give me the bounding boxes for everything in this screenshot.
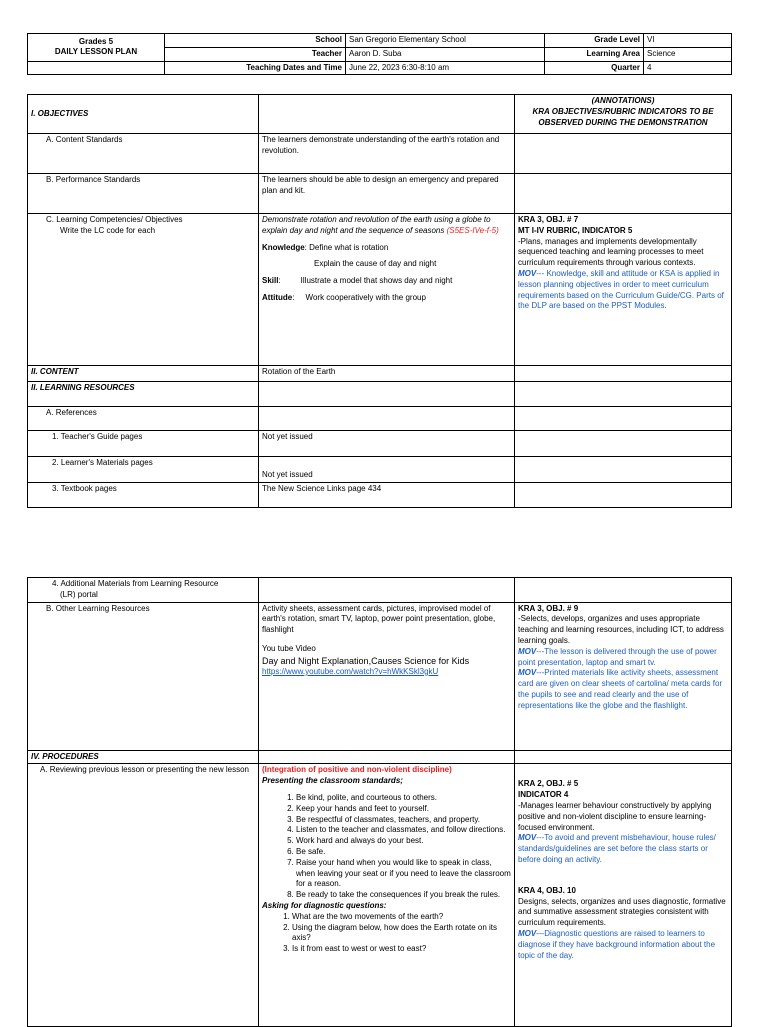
plan-label: DAILY LESSON PLAN — [54, 47, 138, 57]
video-link[interactable]: https://www.youtube.com/watch?v=hWkKSkl3gkU — [262, 666, 439, 676]
kra4-obj10-mov: —Diagnostic questions are raised to learners to diagnose if they have background information about the topic of the day. — [518, 928, 716, 960]
mov-label: MOV — [518, 268, 537, 278]
kra3-obj9-mov-2: ---Printed materials like activity sheets, assessment card are given on clear sheets of cartolina/ meta cards for the pupils to see and read clearly and the use of representations like the globe and the flashlight. — [518, 668, 723, 710]
empty-cell — [259, 407, 515, 431]
empty-cell — [259, 750, 515, 764]
skill-value: : Illustrate a model that shows day and night — [278, 276, 453, 286]
kra3-obj7-mov: --- Knowledge, skill and attitude or KSA is applied in lesson planning objectives in order to meet curriculum requirements based on the Curriculum Guide/CG. Parts of the DLP are based on the PPST Modules. — [518, 268, 724, 311]
dates-label: Teaching Dates and Time — [165, 61, 346, 75]
empty-cell — [515, 382, 732, 407]
standard-item: 4. Listen to the teacher and classmates, and follow directions. — [296, 825, 511, 836]
annotations-heading — [515, 95, 732, 134]
learning-area-label: Learning Area — [545, 47, 644, 61]
quarter-value: 4 — [644, 61, 732, 75]
competency-code: (S5ES-IVe-f-5) — [446, 225, 499, 235]
learners-materials-label: 2. Learner's Materials pages — [28, 457, 259, 483]
standard-item: 8. Be ready to take the consequences if you break the rules. — [296, 890, 511, 901]
content-standards-value: The learners demonstrate understanding of the earth's rotation and revolution. — [259, 134, 515, 174]
empty-cell — [515, 407, 732, 431]
additional-materials-label — [28, 578, 259, 603]
quarter-label: Quarter — [545, 61, 644, 75]
standard-item: 6. Be safe. — [296, 847, 511, 858]
video-title: Day and Night Explanation,Causes Science for Kids — [262, 655, 470, 666]
attitude-value: : Work cooperatively with the group — [292, 292, 426, 302]
competencies-label — [28, 214, 259, 366]
additional-materials-line-1: 4. Additional Materials from Learning Resource — [52, 579, 219, 588]
dates-value: June 22, 2023 6:30-8:10 am — [346, 61, 545, 75]
grade-level-label: Grade Level — [545, 34, 644, 48]
kra3-obj9-mov-1: ---The lesson is delivered through the use of power point presentation, laptop and smart tv. — [518, 646, 717, 667]
question-item: 3. Is it from east to west or west to east? — [292, 944, 511, 955]
review-lesson-text: A. Reviewing previous lesson or presenting the new lesson — [40, 765, 250, 775]
knowledge-label: Knowledge — [262, 242, 305, 252]
other-resources-value — [259, 602, 515, 750]
standards-list — [262, 793, 511, 901]
standard-item: 1. Be kind, polite, and courteous to others. — [296, 793, 511, 804]
grade-level-value: VI — [644, 34, 732, 48]
grades-cell — [28, 34, 165, 62]
competencies-line-2: Write the LC code for each — [60, 225, 156, 235]
kra2-obj5-mov: ---To avoid and prevent misbehaviour, house rules/ standards/guidelines are set before the class starts or before doing an activity. — [518, 833, 716, 864]
competencies-value — [259, 214, 515, 366]
annotations-line-3: OBSERVED DURING THE DEMONSTRATION — [538, 117, 708, 127]
school-value: San Gregorio Elementary School — [346, 34, 545, 48]
standard-item: 5. Work hard and always do your best. — [296, 836, 511, 847]
kra3-obj9-description: -Selects, develops, organizes and uses appropriate teaching and learning resources, including ICT, to address learning goals. — [518, 614, 724, 645]
blank-cell — [28, 61, 165, 75]
content-standards-label: A. Content Standards — [28, 134, 259, 174]
learning-area-value: Science — [644, 47, 732, 61]
youtube-label: You tube Video — [262, 643, 316, 653]
mt-rubric-heading: MT I-IV RUBRIC, INDICATOR 5 — [518, 225, 633, 235]
integration-note: (Integration of positive and non-violent discipline) — [262, 765, 452, 775]
kra4-obj10-heading: KRA 4, OBJ. 10 — [518, 885, 576, 895]
kra3-obj7-annotation — [515, 214, 732, 366]
empty-cell — [515, 750, 732, 764]
empty-cell — [259, 95, 515, 134]
presenting-standards: Presenting the classroom standards; — [262, 776, 403, 786]
empty-cell — [515, 483, 732, 508]
kra3-obj9-annotation — [515, 602, 732, 750]
teachers-guide-value: Not yet issued — [259, 431, 515, 457]
mov-label: MOV — [518, 668, 537, 678]
other-resources-text: Activity sheets, assessment cards, pictures, improvised model of earth's rotation, smart TV, laptop, power point presentation, globe, flashlight — [262, 603, 496, 635]
mov-label: MOV — [518, 928, 537, 938]
learners-materials-value: Not yet issued — [259, 457, 515, 483]
teacher-label: Teacher — [165, 47, 346, 61]
objectives-table — [27, 94, 732, 508]
knowledge-value: : Define what is rotation — [304, 242, 389, 252]
standard-item: 3. Be respectful of classmates, teachers, and property. — [296, 815, 511, 826]
diagnostic-heading: Asking for diagnostic questions: — [262, 900, 387, 910]
question-item: 1. What are the two movements of the earth? — [292, 912, 511, 923]
kra2-obj5-heading: KRA 2, OBJ. # 5 — [518, 779, 579, 789]
teachers-guide-label: 1. Teacher's Guide pages — [28, 431, 259, 457]
indicator4-heading: INDICATOR 4 — [518, 790, 569, 800]
procedures-annotations — [515, 764, 732, 1027]
skill-label: Skill — [262, 276, 279, 286]
objectives-heading: I. OBJECTIVES — [28, 95, 259, 134]
standard-item: 2. Keep your hands and feet to yourself. — [296, 804, 511, 815]
annotations-line-2: KRA OBJECTIVES/RUBRIC INDICATORS TO BE — [532, 106, 714, 116]
annotations-line-1: (ANNOTATIONS) — [591, 96, 655, 105]
review-lesson-value — [259, 764, 515, 1027]
mov-label: MOV — [518, 833, 537, 843]
competencies-line-1: C. Learning Competencies/ Objectives — [46, 215, 183, 224]
textbook-value: The New Science Links page 434 — [259, 483, 515, 508]
procedures-table — [27, 577, 732, 1027]
empty-cell — [515, 457, 732, 483]
learning-resources-heading: II. LEARNING RESOURCES — [28, 382, 259, 407]
kra3-obj7-description: -Plans, manages and implements developmentally sequenced teaching and learning processes to meet curriculum requirements through various contexts. — [518, 236, 704, 268]
empty-cell — [515, 431, 732, 457]
grades-label: Grades 5 — [78, 36, 114, 46]
procedures-heading: IV. PROCEDURES — [28, 750, 259, 764]
kra4-obj10-description: Designs, selects, organizes and uses diagnostic, formative and summative assessment strategies consistent with curriculum requirements. — [518, 896, 726, 928]
kra3-obj9-heading: KRA 3, OBJ. # 9 — [518, 603, 579, 613]
performance-standards-value: The learners should be able to design an emergency and prepared plan and kit. — [259, 174, 515, 214]
mov-label: MOV — [518, 646, 537, 656]
empty-cell — [515, 578, 732, 603]
references-label: A. References — [28, 407, 259, 431]
standard-item: 7. Raise your hand when you would like to speak in class, when leaving your seat or if you need to leave the classroom for a reason. — [296, 858, 511, 890]
content-heading: II. CONTENT — [28, 366, 259, 382]
additional-materials-line-2: (LR) portal — [60, 589, 98, 599]
question-item: 2. Using the diagram below, how does the Earth rotate on its axis? — [292, 923, 511, 945]
empty-cell — [515, 366, 732, 382]
competency-text: Demonstrate rotation and revolution of the earth using a globe to explain day and night and the sequence of seasons — [262, 215, 491, 235]
performance-standards-label: B. Performance Standards — [28, 174, 259, 214]
kra2-obj5-description: -Manages learner behaviour constructively by applying positive and non-violent discipline to ensure learning-focused environment. — [518, 800, 712, 832]
kra3-obj7-heading: KRA 3, OBJ. # 7 — [518, 215, 579, 224]
review-lesson-label — [28, 764, 259, 1027]
textbook-label: 3. Textbook pages — [28, 483, 259, 508]
empty-cell — [515, 174, 732, 214]
content-value: Rotation of the Earth — [259, 366, 515, 382]
school-label: School — [165, 34, 346, 48]
knowledge-value-2: Explain the cause of day and night — [314, 259, 437, 269]
attitude-label: Attitude — [262, 292, 293, 302]
questions-list — [262, 912, 511, 955]
empty-cell — [259, 578, 515, 603]
teacher-value: Aaron D. Suba — [346, 47, 545, 61]
empty-cell — [259, 382, 515, 407]
other-resources-label: B. Other Learning Resources — [28, 602, 259, 750]
empty-cell — [515, 134, 732, 174]
header-table — [27, 33, 732, 75]
